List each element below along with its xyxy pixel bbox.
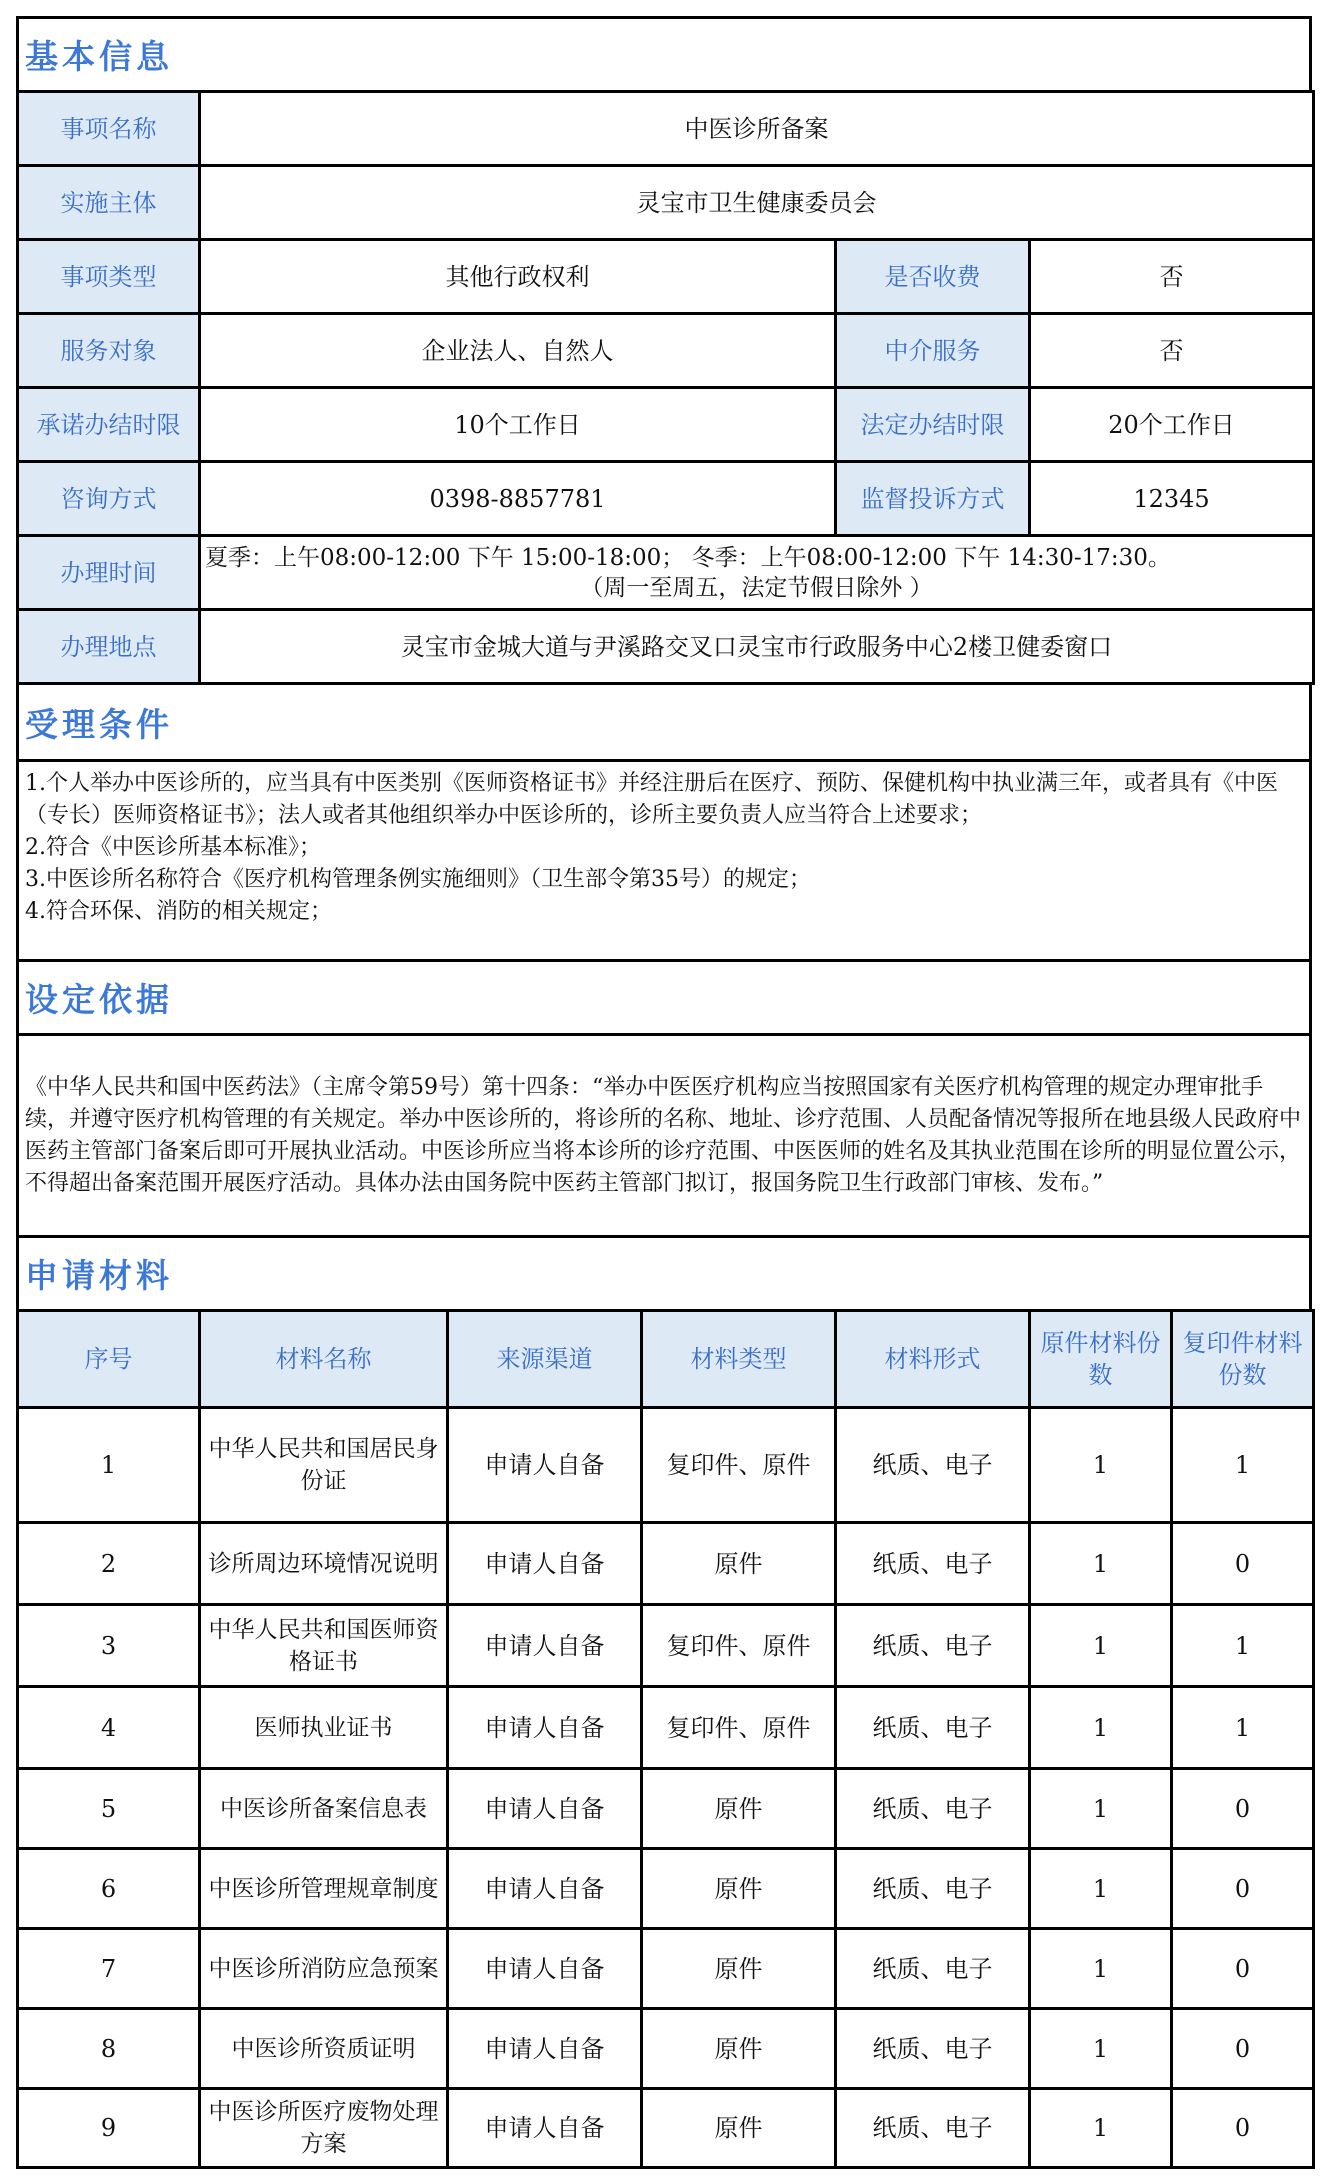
subject-label: 实施主体	[18, 166, 200, 240]
basic-info-table	[16, 90, 1315, 685]
col-header-index: 序号	[18, 1311, 200, 1408]
material-source: 申请人自备	[448, 1605, 642, 1687]
material-row	[18, 1769, 1314, 1849]
material-name: 中医诊所医疗废物处理方案	[200, 2089, 448, 2168]
material-row	[18, 1687, 1314, 1769]
material-source: 申请人自备	[448, 1408, 642, 1523]
condition-item: 3.中医诊所名称符合《医疗机构管理条例实施细则》（卫生部令第35号）的规定；	[25, 867, 811, 892]
condition-item: 2.符合《中医诊所基本标准》；	[25, 835, 321, 860]
material-source: 申请人自备	[448, 1523, 642, 1605]
condition-item: 1.个人举办中医诊所的，应当具有中医类别《医师资格证书》并经注册后在医疗、预防、保健机构中执业满三年，或者具有《中医（专长）医师资格证书》；法人或者其他组织举办中医诊所的，诊所主要负责人应当符合上述要求；	[25, 771, 1278, 828]
hours-value	[200, 536, 1314, 610]
complaint-label: 监督投诉方式	[836, 462, 1030, 536]
material-name: 中医诊所资质证明	[200, 2009, 448, 2089]
agency-label: 中介服务	[836, 314, 1030, 388]
material-type: 复印件、原件	[642, 1408, 836, 1523]
target-label: 服务对象	[18, 314, 200, 388]
material-name: 中医诊所消防应急预案	[200, 1929, 448, 2009]
material-row	[18, 2089, 1314, 2168]
conditions-text	[16, 759, 1312, 959]
material-copy-count: 1	[1172, 1687, 1314, 1769]
material-type: 复印件、原件	[642, 1605, 836, 1687]
consult-value: 0398-8857781	[200, 462, 836, 536]
section-title-materials: 申请材料	[16, 1235, 1312, 1309]
hours-label: 办理时间	[18, 536, 200, 610]
service-guide-document	[16, 16, 1312, 2169]
materials-table	[16, 1309, 1315, 2169]
material-source: 申请人自备	[448, 1769, 642, 1849]
material-copy-count: 0	[1172, 2089, 1314, 2168]
material-source: 申请人自备	[448, 2089, 642, 2168]
material-name: 中华人民共和国居民身份证	[200, 1408, 448, 1523]
material-form: 纸质、电子	[836, 1929, 1030, 2009]
material-row	[18, 1849, 1314, 1929]
material-source: 申请人自备	[448, 1687, 642, 1769]
col-header-form: 材料形式	[836, 1311, 1030, 1408]
row-target	[18, 314, 1314, 388]
material-original-count: 1	[1030, 1408, 1172, 1523]
col-header-original-count: 原件材料份数	[1030, 1311, 1172, 1408]
material-index: 3	[18, 1605, 200, 1687]
agency-value: 否	[1030, 314, 1314, 388]
material-copy-count: 0	[1172, 1523, 1314, 1605]
material-row	[18, 2009, 1314, 2089]
subject-value: 灵宝市卫生健康委员会	[200, 166, 1314, 240]
material-index: 4	[18, 1687, 200, 1769]
material-index: 9	[18, 2089, 200, 2168]
type-value: 其他行政权利	[200, 240, 836, 314]
material-original-count: 1	[1030, 1523, 1172, 1605]
material-name: 中医诊所管理规章制度	[200, 1849, 448, 1929]
material-original-count: 1	[1030, 2089, 1172, 2168]
hours-line-1: 夏季：上午08:00-12:00 下午 15:00-18:00； 冬季：上午08:00-12:00 下午 14:30-17:30。	[205, 544, 1171, 571]
material-form: 纸质、电子	[836, 1849, 1030, 1929]
material-index: 1	[18, 1408, 200, 1523]
material-copy-count: 1	[1172, 1408, 1314, 1523]
material-name: 中医诊所备案信息表	[200, 1769, 448, 1849]
material-index: 7	[18, 1929, 200, 2009]
row-hours	[18, 536, 1314, 610]
hours-line-2: （周一至周五，法定节假日除外 ）	[580, 574, 933, 601]
complaint-value: 12345	[1030, 462, 1314, 536]
material-index: 5	[18, 1769, 200, 1849]
material-form: 纸质、电子	[836, 1769, 1030, 1849]
material-type: 原件	[642, 1523, 836, 1605]
col-header-copy-count: 复印件材料份数	[1172, 1311, 1314, 1408]
section-title-basis: 设定依据	[16, 959, 1312, 1033]
material-name: 医师执业证书	[200, 1687, 448, 1769]
promise-label: 承诺办结时限	[18, 388, 200, 462]
material-type: 原件	[642, 1849, 836, 1929]
material-copy-count: 0	[1172, 1769, 1314, 1849]
material-name: 诊所周边环境情况说明	[200, 1523, 448, 1605]
material-original-count: 1	[1030, 1769, 1172, 1849]
consult-label: 咨询方式	[18, 462, 200, 536]
material-source: 申请人自备	[448, 1929, 642, 2009]
material-index: 2	[18, 1523, 200, 1605]
material-row	[18, 1929, 1314, 2009]
material-original-count: 1	[1030, 2009, 1172, 2089]
section-title-conditions: 受理条件	[16, 685, 1312, 759]
promise-value: 10个工作日	[200, 388, 836, 462]
material-copy-count: 0	[1172, 2009, 1314, 2089]
material-original-count: 1	[1030, 1929, 1172, 2009]
material-type: 原件	[642, 2009, 836, 2089]
material-original-count: 1	[1030, 1687, 1172, 1769]
material-row	[18, 1408, 1314, 1523]
col-header-source: 来源渠道	[448, 1311, 642, 1408]
material-form: 纸质、电子	[836, 1523, 1030, 1605]
materials-header-row	[18, 1311, 1314, 1408]
material-copy-count: 1	[1172, 1605, 1314, 1687]
material-source: 申请人自备	[448, 1849, 642, 1929]
material-index: 8	[18, 2009, 200, 2089]
materials-body	[18, 1408, 1314, 2168]
material-original-count: 1	[1030, 1849, 1172, 1929]
material-type: 原件	[642, 1929, 836, 2009]
material-copy-count: 0	[1172, 1849, 1314, 1929]
material-copy-count: 0	[1172, 1929, 1314, 2009]
legal-value: 20个工作日	[1030, 388, 1314, 462]
row-type	[18, 240, 1314, 314]
material-form: 纸质、电子	[836, 1605, 1030, 1687]
col-header-type: 材料类型	[642, 1311, 836, 1408]
material-original-count: 1	[1030, 1605, 1172, 1687]
material-form: 纸质、电子	[836, 2009, 1030, 2089]
row-contact	[18, 462, 1314, 536]
material-type: 复印件、原件	[642, 1687, 836, 1769]
row-location	[18, 610, 1314, 684]
material-form: 纸质、电子	[836, 2089, 1030, 2168]
fee-label: 是否收费	[836, 240, 1030, 314]
material-index: 6	[18, 1849, 200, 1929]
location-value: 灵宝市金城大道与尹溪路交叉口灵宝市行政服务中心2楼卫健委窗口	[200, 610, 1314, 684]
type-label: 事项类型	[18, 240, 200, 314]
row-time-limit	[18, 388, 1314, 462]
legal-label: 法定办结时限	[836, 388, 1030, 462]
material-type: 原件	[642, 2089, 836, 2168]
basis-text	[16, 1033, 1312, 1235]
item-name-label: 事项名称	[18, 92, 200, 166]
material-name: 中华人民共和国医师资格证书	[200, 1605, 448, 1687]
section-title-basic-info: 基本信息	[16, 16, 1312, 90]
row-subject	[18, 166, 1314, 240]
material-form: 纸质、电子	[836, 1687, 1030, 1769]
material-type: 原件	[642, 1769, 836, 1849]
row-item-name	[18, 92, 1314, 166]
material-source: 申请人自备	[448, 2009, 642, 2089]
material-row	[18, 1605, 1314, 1687]
location-label: 办理地点	[18, 610, 200, 684]
material-form: 纸质、电子	[836, 1408, 1030, 1523]
col-header-name: 材料名称	[200, 1311, 448, 1408]
target-value: 企业法人、自然人	[200, 314, 836, 388]
fee-value: 否	[1030, 240, 1314, 314]
item-name-value: 中医诊所备案	[200, 92, 1314, 166]
basis-paragraph: 《中华人民共和国中医药法》（主席令第59号）第十四条：“举办中医医疗机构应当按照国家有关医疗机构管理的规定办理审批手续，并遵守医疗机构管理的有关规定。举办中医诊所的，将诊所的名称、地址、诊疗范围、人员配备情况等报所在地县级人民政府中医药主管部门备案后即可开展执业活动。中医诊所应当将本诊所的诊疗范围、中医医师的姓名及其执业范围在诊所的明显位置公示，不得超出备案范围开展医疗活动。具体办法由国务院中医药主管部门拟订，报国务院卫生行政部门审核、发布。”	[25, 1074, 1302, 1196]
material-row	[18, 1523, 1314, 1605]
condition-item: 4.符合环保、消防的相关规定；	[25, 899, 332, 924]
